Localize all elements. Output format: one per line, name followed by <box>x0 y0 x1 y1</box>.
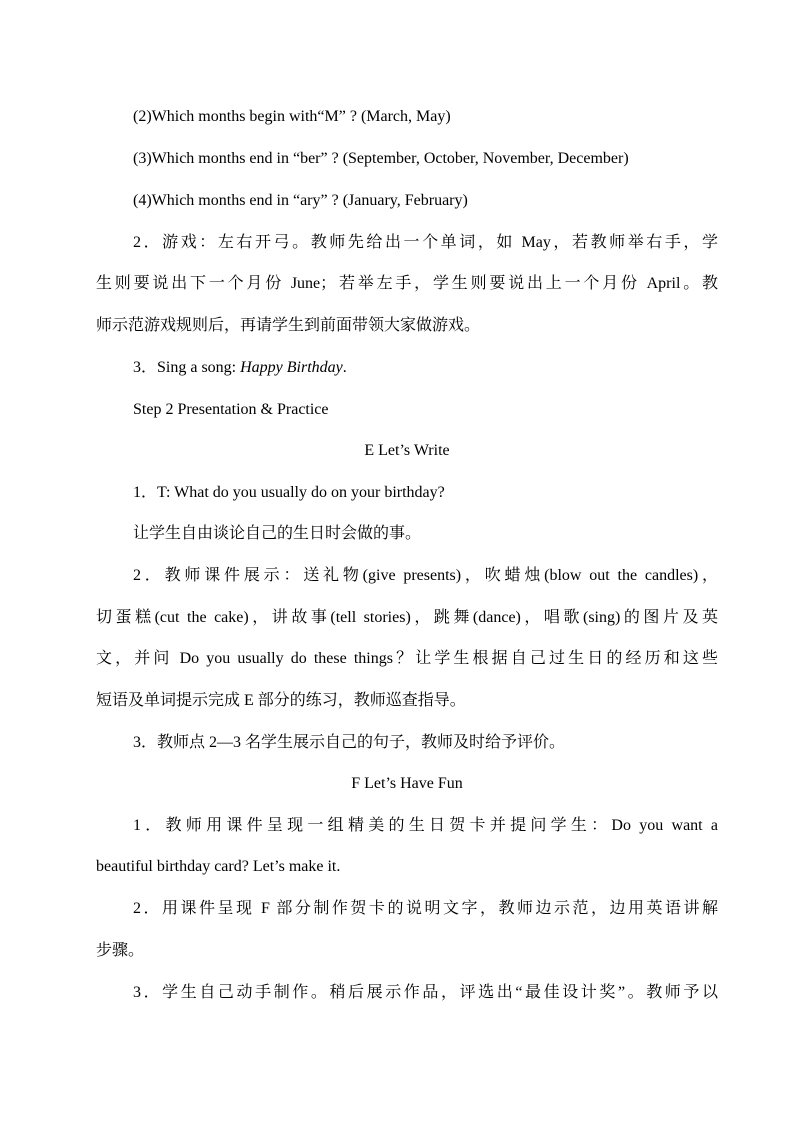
section-e-heading: E Let’s Write <box>364 442 450 459</box>
step-2-heading: Step 2 Presentation & Practice <box>133 401 329 418</box>
question-3: (3)Which months end in “ber” ? (September, October, November, December) <box>133 150 629 167</box>
sing-suffix: . <box>342 359 347 376</box>
e-item-2-line-1: 2．教师课件展示：送礼物(give presents)，吹蜡烛(blow out the candles)， <box>133 567 718 584</box>
game-line-3: 师示范游戏规则后，再请学生到前面带领大家做游戏。 <box>96 317 481 334</box>
sing-prefix: 3．Sing a song: <box>133 359 241 376</box>
e-item-1-note: 让学生自由谈论自己的生日时会做的事。 <box>133 525 422 542</box>
game-line-2: 生则要说出下一个月份 June；若举左手，学生则要说出上一个月份 April。教 <box>96 275 718 292</box>
section-f-heading: F Let’s Have Fun <box>351 775 463 792</box>
f-item-1-line-1: 1．教师用课件呈现一组精美的生日贺卡并提问学生：Do you want a <box>133 817 718 834</box>
e-item-1: 1．T: What do you usually do on your birthday? <box>133 484 445 501</box>
sing-song-line <box>133 358 347 378</box>
f-item-2-line-2: 步骤。 <box>96 942 145 959</box>
song-title: Happy Birthday <box>240 359 343 376</box>
game-line-1: 2．游戏：左右开弓。教师先给出一个单词，如 May，若教师举右手，学 <box>133 234 718 251</box>
f-item-3-line-1: 3．学生自己动手制作。稍后展示作品，评选出“最佳设计奖”。教师予以 <box>133 984 718 1001</box>
e-item-2-line-4: 短语及单词提示完成 E 部分的练习，教师巡查指导。 <box>96 692 466 709</box>
f-item-2-line-1: 2．用课件呈现 F 部分制作贺卡的说明文字，教师边示范，边用英语讲解 <box>133 900 718 917</box>
e-item-3: 3．教师点 2—3 名学生展示自己的句子，教师及时给予评价。 <box>133 734 566 751</box>
question-2: (2)Which months begin with“M” ? (March, May) <box>133 108 451 125</box>
question-4: (4)Which months end in “ary” ? (January, February) <box>133 192 468 209</box>
f-item-1-line-2: beautiful birthday card? Let’s make it. <box>96 858 341 875</box>
e-item-2-line-3: 文，并问 Do you usually do these things？让学生根据自己过生日的经历和这些 <box>96 650 718 667</box>
e-item-2-line-2: 切蛋糕(cut the cake)，讲故事(tell stories)，跳舞(dance)，唱歌(sing)的图片及英 <box>96 609 718 626</box>
